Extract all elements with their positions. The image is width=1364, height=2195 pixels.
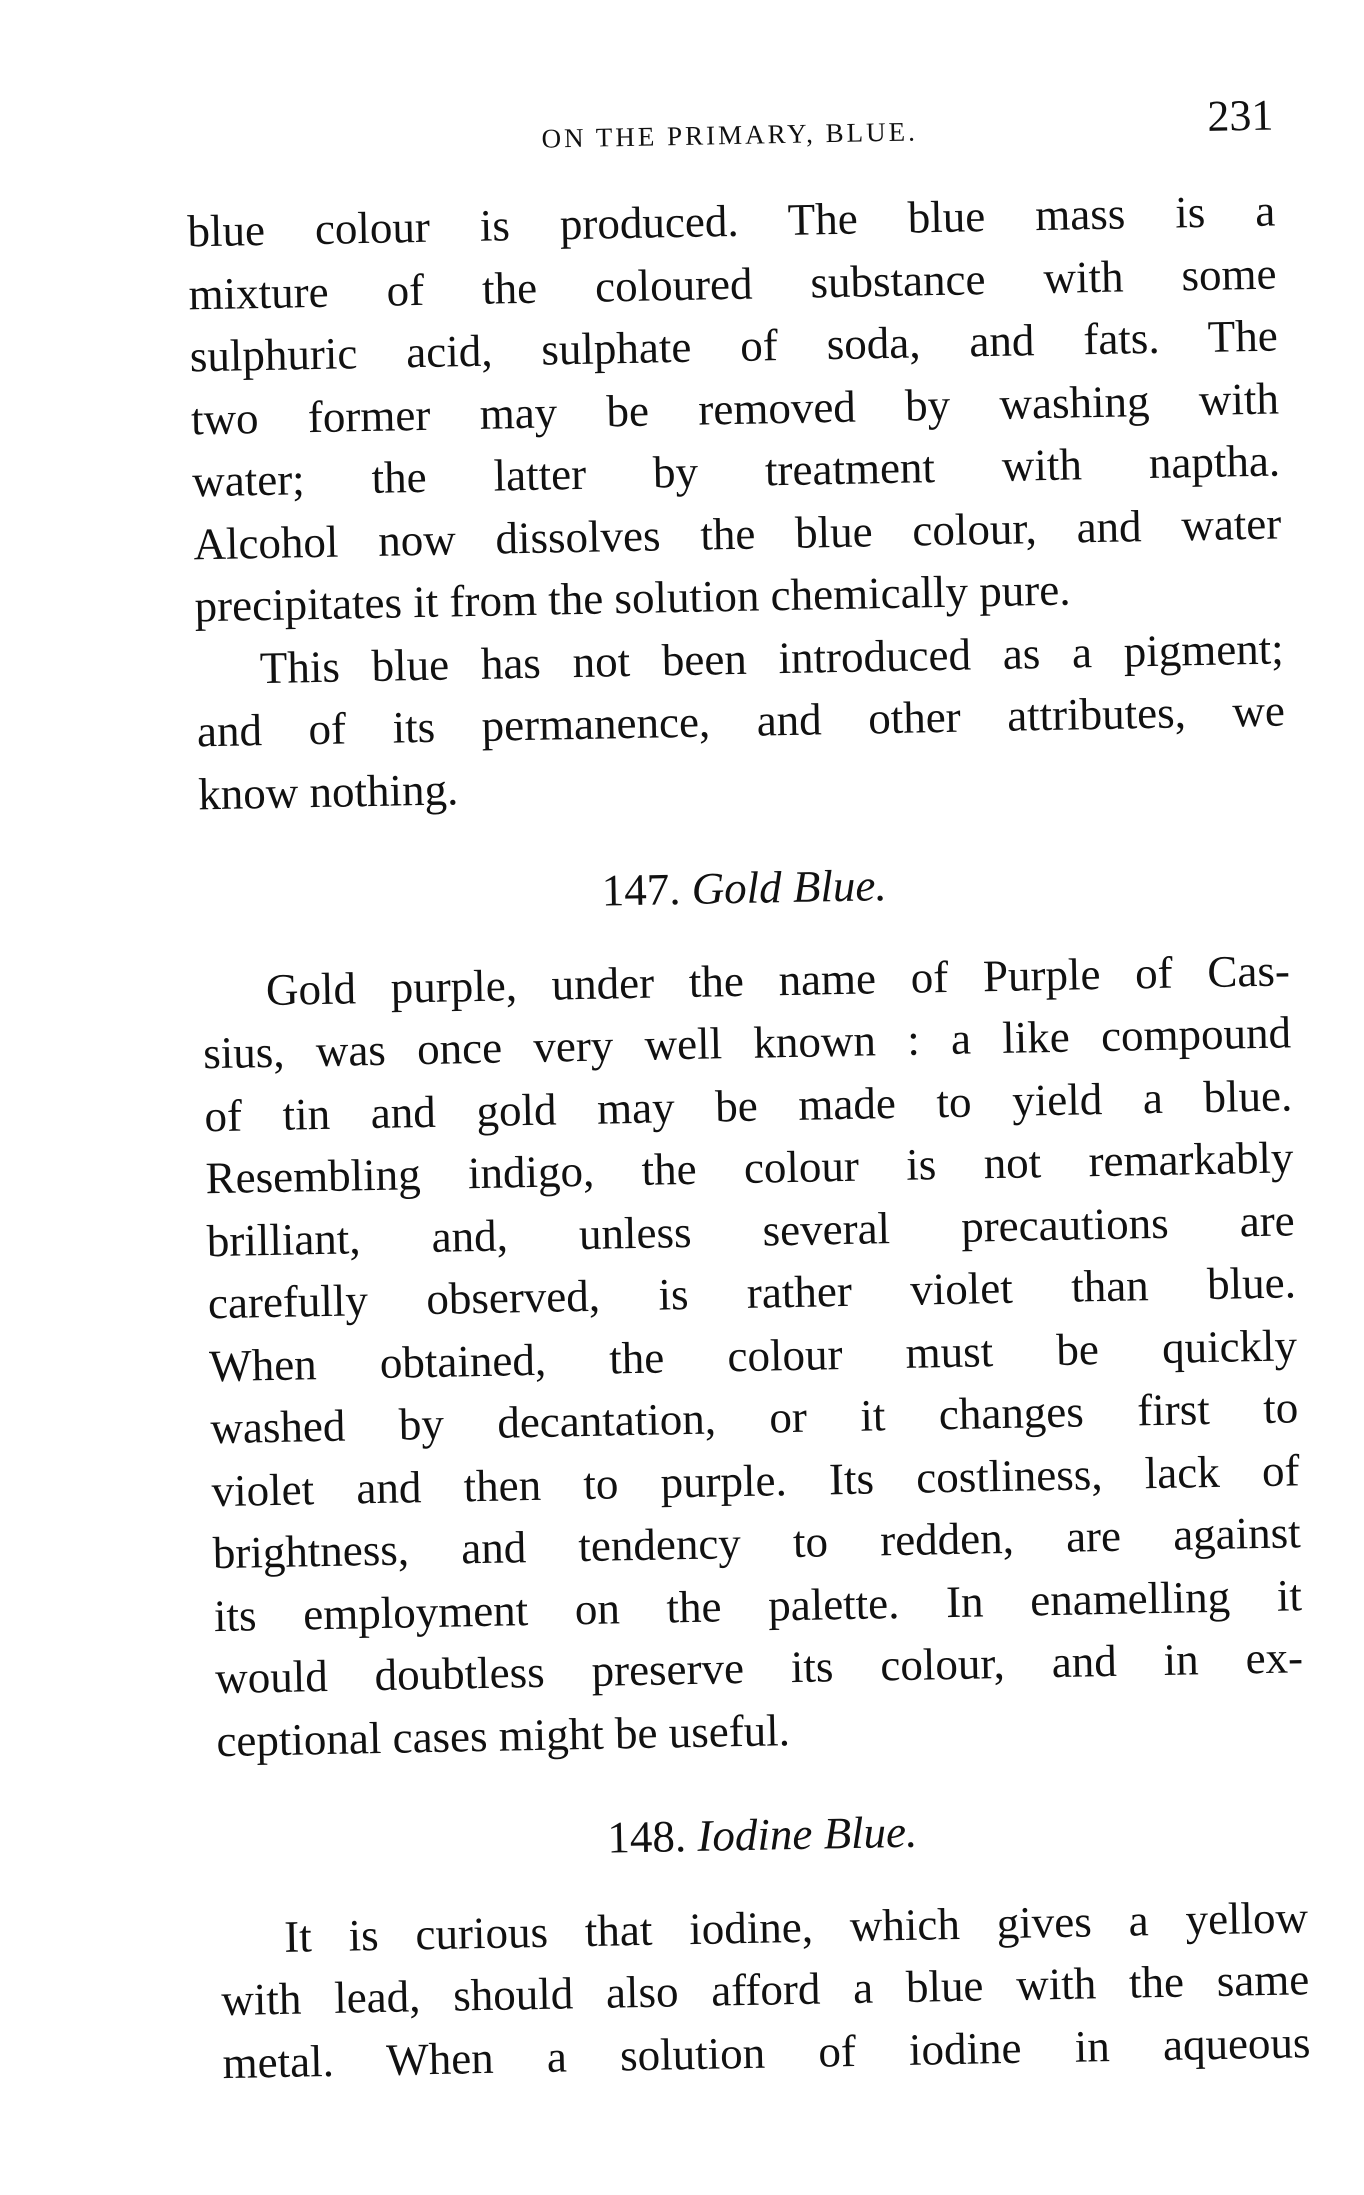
text-line: two former may be removed by washing with bbox=[190, 373, 1280, 444]
text-line: washed by decantation, or it changes first to bbox=[209, 1382, 1299, 1454]
section-title: Gold Blue. bbox=[691, 860, 888, 914]
text-line: Alcohol now dissolves the blue colour, and water bbox=[192, 497, 1282, 569]
text-line: precipitates it from the solution chemically pure. bbox=[194, 564, 1071, 632]
section-title: Iodine Blue. bbox=[696, 1806, 918, 1861]
section-heading-148 bbox=[218, 1793, 1307, 1876]
text-line: blue colour is produced. The blue mass is a bbox=[186, 185, 1276, 257]
section-number: 148. bbox=[606, 1811, 687, 1863]
text-line: Resembling indigo, the colour is not remarkably bbox=[205, 1132, 1294, 1204]
text-line: metal. When a solution of iodine in aqueous bbox=[222, 2016, 1311, 2088]
text-line: would doubtless preserve its colour, and in ex- bbox=[214, 1632, 1304, 1704]
paragraph bbox=[187, 180, 1283, 638]
text-line: Gold purple, under the name of Purple of Cas- bbox=[265, 944, 1291, 1015]
paragraph bbox=[195, 617, 1286, 825]
text-line: and of its permanence, and other attributes, we bbox=[196, 685, 1286, 757]
text-line: brilliant, and, unless several precautions are bbox=[206, 1194, 1296, 1266]
paragraph bbox=[201, 939, 1304, 1772]
text-line: with lead, should also afford a blue with the same bbox=[220, 1954, 1310, 2026]
page-number: 231 bbox=[1206, 90, 1274, 141]
text-line: carefully observed, is rather violet than blue. bbox=[207, 1257, 1297, 1329]
text-line: water; the latter by treatment with naptha. bbox=[191, 435, 1281, 507]
text-line: know nothing. bbox=[197, 763, 459, 819]
book-page bbox=[185, 90, 1311, 2095]
text-line: sius, was once very well known : a like compound bbox=[202, 1007, 1292, 1079]
text-line: sulphuric acid, sulphate of soda, and fats. The bbox=[189, 310, 1279, 382]
text-line: of tin and gold may be made to yield a blue. bbox=[203, 1069, 1293, 1141]
running-title: ON THE PRIMARY, BLUE. bbox=[541, 116, 919, 154]
text-line: its employment on the palette. In enamelling it bbox=[213, 1569, 1303, 1641]
text-line: ceptional cases might be useful. bbox=[215, 1704, 791, 1766]
section-number: 147. bbox=[601, 864, 681, 916]
section-heading-147 bbox=[200, 846, 1289, 929]
text-line: mixture of the coloured substance with some bbox=[188, 248, 1277, 319]
running-head bbox=[185, 90, 1274, 191]
text-line: When obtained, the colour must be quickly bbox=[208, 1319, 1298, 1391]
text-line: brightness, and tendency to redden, are against bbox=[212, 1507, 1302, 1579]
paragraph bbox=[220, 1886, 1311, 2094]
text-line: This blue has not been introduced as a pigment; bbox=[259, 622, 1285, 693]
text-line: violet and then to purple. Its costliness, lack of bbox=[211, 1444, 1300, 1516]
text-line: It is curious that iodine, which gives a yellow bbox=[283, 1891, 1309, 1962]
